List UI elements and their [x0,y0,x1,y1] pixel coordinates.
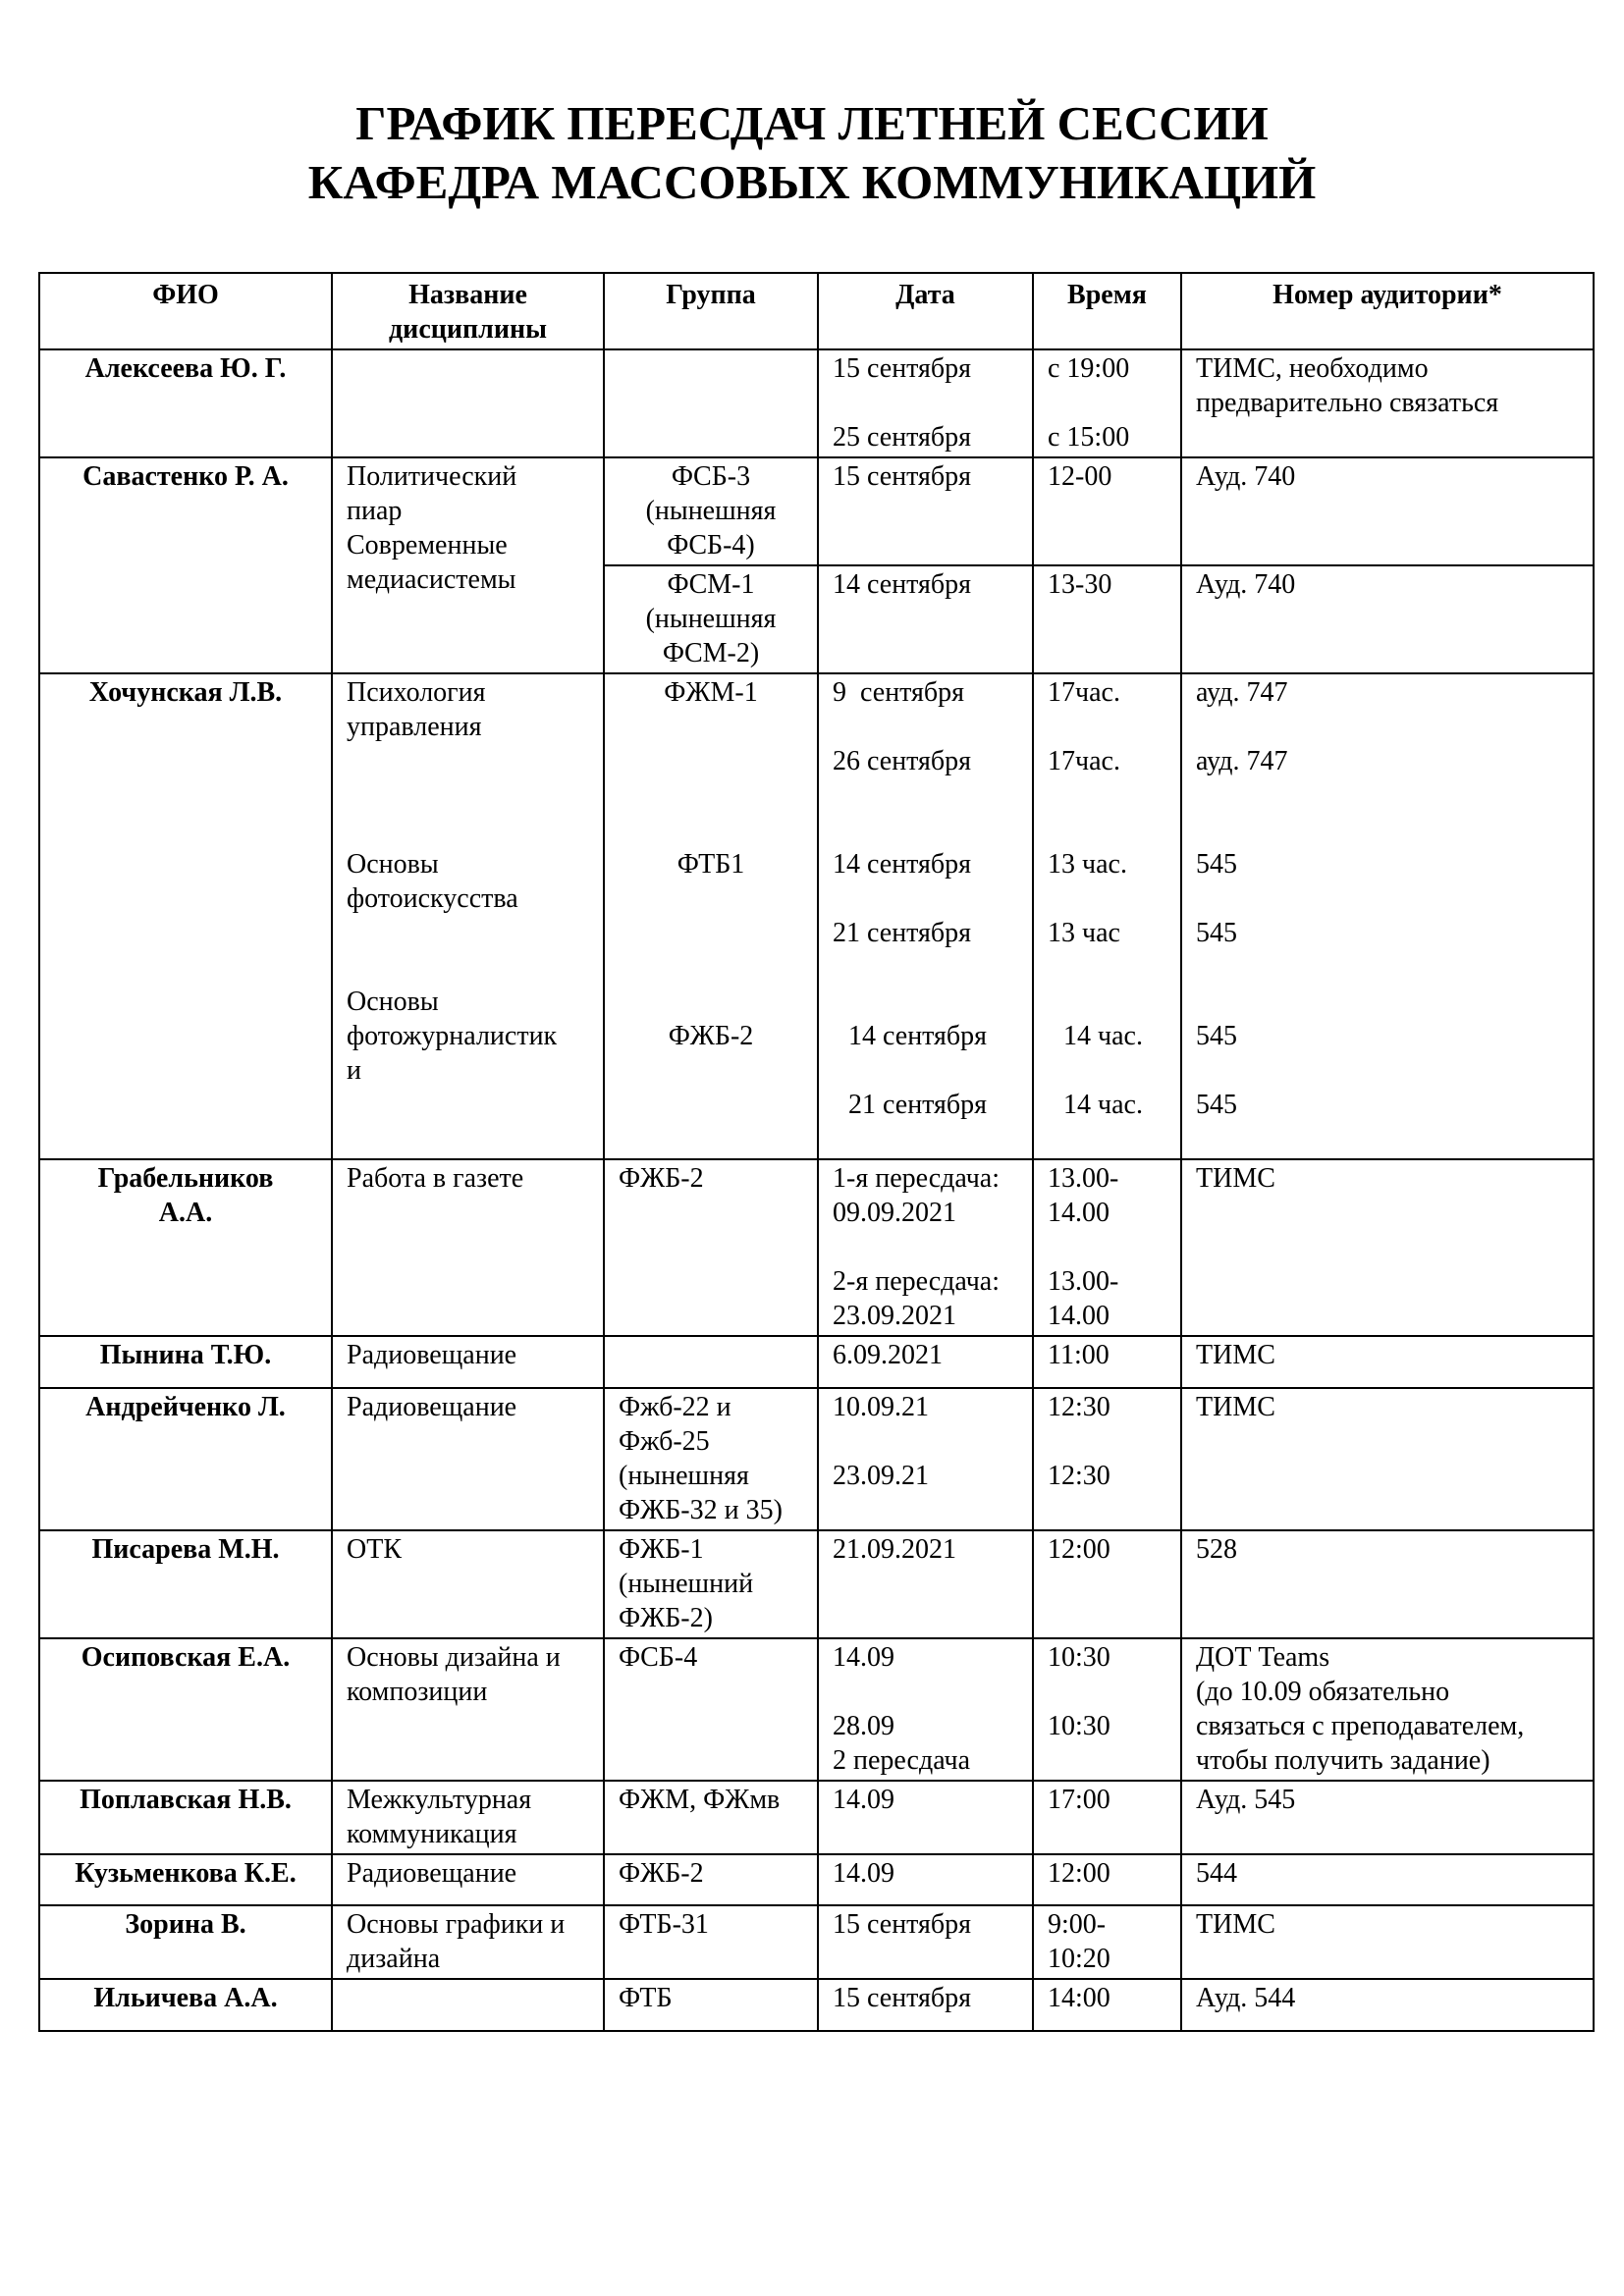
date-cell: 15 сентября [818,457,1033,565]
group-cell: ФЖБ-2 [604,1854,818,1905]
date-cell: 14 сентября [818,565,1033,673]
group-cell: ФСБ-4 [604,1638,818,1781]
room-cell: ТИМС [1181,1336,1594,1388]
discipline-cell: ОТК [332,1530,604,1638]
header-date: Дата [818,273,1033,349]
date-cell: 10.09.21 23.09.21 [818,1388,1033,1530]
time-cell: 11:00 [1033,1336,1181,1388]
discipline-cell: Политический пиар Современные медиасистемы [332,457,604,673]
table-row [39,1781,1594,1854]
teacher-name: Кузьменкова К.Е. [39,1854,332,1905]
time-cell: 13-30 [1033,565,1181,673]
group-cell: ФЖБ-1 (нынешний ФЖБ-2) [604,1530,818,1638]
date-cell: 21.09.2021 [818,1530,1033,1638]
room-cell: Ауд. 545 [1181,1781,1594,1854]
table-row [39,1638,1594,1781]
table-row [39,1388,1594,1530]
teacher-name: Писарева М.Н. [39,1530,332,1638]
date-cell: 6.09.2021 [818,1336,1033,1388]
time-cell: 12:00 [1033,1530,1181,1638]
title-line-1: ГРАФИК ПЕРЕСДАЧ ЛЕТНЕЙ СЕССИИ [355,96,1269,150]
time-cell: 14:00 [1033,1979,1181,2031]
time-cell: 10:30 10:30 [1033,1638,1181,1781]
teacher-name: Грабельников А.А. [39,1159,332,1336]
header-group: Группа [604,273,818,349]
teacher-name: Пынина Т.Ю. [39,1336,332,1388]
table-row [39,1905,1594,1979]
table-row [39,1530,1594,1638]
page-title [0,94,1624,212]
header-discipline: Название дисциплины [332,273,604,349]
date-cell: 14.09 [818,1781,1033,1854]
table-row [39,673,1594,1159]
header-row [39,273,1594,349]
group-cell [604,349,818,457]
time-cell: 17час. 17час. 13 час. 13 час 14 час. 14 час. [1033,673,1181,1159]
discipline-cell: Основы графики и дизайна [332,1905,604,1979]
discipline-cell: Радиовещание [332,1854,604,1905]
group-cell [604,1336,818,1388]
room-cell: ТИМС [1181,1159,1594,1336]
discipline-cell: Основы дизайна и композиции [332,1638,604,1781]
time-cell: 12:00 [1033,1854,1181,1905]
group-cell: ФТБ-31 [604,1905,818,1979]
date-cell: 9 сентября 26 сентября 14 сентября 21 сентября 14 сентября 21 сентября [818,673,1033,1159]
date-cell: 1-я пересдача: 09.09.2021 2-я пересдача: 23.09.2021 [818,1159,1033,1336]
time-cell: 12:30 12:30 [1033,1388,1181,1530]
discipline-cell: Радиовещание [332,1388,604,1530]
date-cell: 14.09 [818,1854,1033,1905]
room-cell: 544 [1181,1854,1594,1905]
group-cell: ФЖМ, ФЖмв [604,1781,818,1854]
time-cell: 13.00- 14.00 13.00- 14.00 [1033,1159,1181,1336]
date-cell: 15 сентября 25 сентября [818,349,1033,457]
room-cell: Ауд. 544 [1181,1979,1594,2031]
room-cell: ТИМС [1181,1388,1594,1530]
date-cell: 15 сентября [818,1979,1033,2031]
discipline-cell: Психология управления Основы фотоискусства Основы фотожурналистик и [332,673,604,1159]
room-cell: 528 [1181,1530,1594,1638]
room-cell: ТИМС [1181,1905,1594,1979]
room-cell: ТИМС, необходимо предварительно связаться [1181,349,1594,457]
title-line-2: КАФЕДРА МАССОВЫХ КОММУНИКАЦИЙ [307,155,1317,209]
discipline-cell: Работа в газете [332,1159,604,1336]
teacher-name: Осиповская Е.А. [39,1638,332,1781]
group-cell: ФСБ-3 (нынешняя ФСБ-4) [604,457,818,565]
group-cell: ФСМ-1 (нынешняя ФСМ-2) [604,565,818,673]
table-row [39,1854,1594,1905]
discipline-cell: Межкультурная коммуникация [332,1781,604,1854]
room-cell: Ауд. 740 [1181,457,1594,565]
header-time: Время [1033,273,1181,349]
teacher-name: Поплавская Н.В. [39,1781,332,1854]
discipline-cell [332,1979,604,2031]
room-cell: ДОТ Teams (до 10.09 обязательно связаться с преподавателем, чтобы получить задание) [1181,1638,1594,1781]
group-cell: ФТБ [604,1979,818,2031]
time-cell: 17:00 [1033,1781,1181,1854]
group-cell: ФЖБ-2 [604,1159,818,1336]
header-fio: ФИО [39,273,332,349]
teacher-name: Андрейченко Л. [39,1388,332,1530]
table-row [39,1159,1594,1336]
discipline-cell [332,349,604,457]
group-cell: ФЖМ-1 ФТБ1 ФЖБ-2 [604,673,818,1159]
time-cell: с 19:00 с 15:00 [1033,349,1181,457]
header-room: Номер аудитории* [1181,273,1594,349]
date-cell: 14.09 28.09 2 пересдача [818,1638,1033,1781]
time-cell: 12-00 [1033,457,1181,565]
date-cell: 15 сентября [818,1905,1033,1979]
table-row [39,349,1594,457]
table-row [39,457,1594,565]
table-row [39,1979,1594,2031]
room-cell: Ауд. 740 [1181,565,1594,673]
table-row [39,1336,1594,1388]
time-cell: 9:00- 10:20 [1033,1905,1181,1979]
teacher-name: Зорина В. [39,1905,332,1979]
teacher-name: Алексеева Ю. Г. [39,349,332,457]
discipline-cell: Радиовещание [332,1336,604,1388]
teacher-name: Хочунская Л.В. [39,673,332,1159]
teacher-name: Савастенко Р. А. [39,457,332,673]
group-cell: Фжб-22 и Фжб-25 (нынешняя ФЖБ-32 и 35) [604,1388,818,1530]
teacher-name: Ильичева А.А. [39,1979,332,2031]
room-cell: ауд. 747 ауд. 747 545 545 545 545 [1181,673,1594,1159]
retake-schedule-table [38,272,1595,2032]
